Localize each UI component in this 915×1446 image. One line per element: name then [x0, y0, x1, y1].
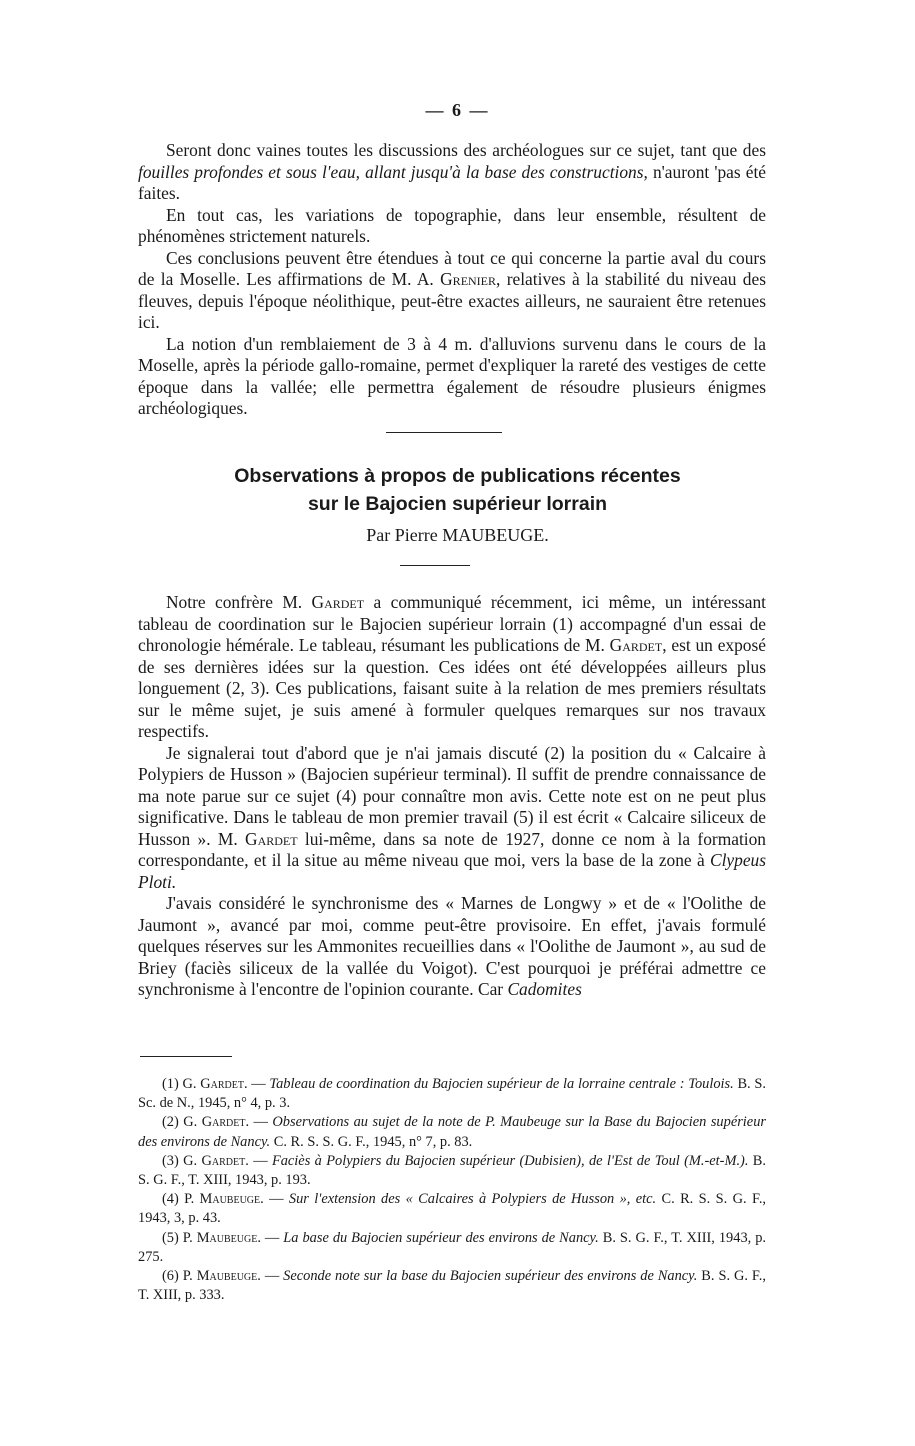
footnote-number: (6) P.	[162, 1268, 197, 1285]
footnote-rule	[140, 1056, 232, 1057]
text-run: Je signalerai tout d'abord que je n'ai jamais discuté (2) la position du « Calcaire à Polypiers de Husson » (Bajocien supérieur terminal). Il suffit de prendre connaissance de ma note parue sur ce sujet (4) pour connaître mon avis. Cette note est on ne peut plus significative. Dans le tableau de mon premier travail (5) il est écrit « Calcaire siliceux de Husson ». M.	[138, 742, 766, 849]
footnote-author: Gardet	[200, 1076, 244, 1092]
footnote-number: (5) P.	[162, 1229, 197, 1246]
footnote-title: Seconde note sur la base du Bajocien supérieur des environs de Nancy.	[283, 1268, 698, 1285]
text-run: Notre confrère M.	[166, 592, 312, 612]
article-body	[138, 592, 766, 1001]
intro-paragraph-1	[138, 140, 766, 205]
footnote-3	[138, 1152, 766, 1190]
page-number: — 6 —	[425, 100, 490, 120]
footnote-reference: C. R. S. S. G. F., 1943, 3, p. 43.	[138, 1191, 767, 1227]
footnote-title: La base du Bajocien supérieur des environs de Nancy.	[283, 1229, 599, 1246]
footnote-number: (1) G.	[162, 1076, 201, 1092]
text-run: , relatives à la stabilité du niveau des fleuves, depuis l'époque néolithique, peut-être exactes ailleurs, ne sauraient être retenues ici.	[138, 269, 766, 332]
footnote-number: (2) G.	[162, 1114, 202, 1131]
footnote-title: Tableau de coordination du Bajocien supérieur de la lorraine centrale : Toulois.	[269, 1076, 734, 1092]
footnote-author: Gardet	[201, 1114, 246, 1131]
text-run: n'auront 'pas été faites.	[138, 161, 766, 203]
footnote-separator: . —	[260, 1191, 289, 1208]
text-run: , est un exposé de ses dernières idées sur la question. Ces idées ont été développées ailleurs plus longuement (2, 3). Ces publications, faisant suite à la relation de mes premiers résultats sur le même sujet, je suis amené à formuler quelques remarques sur nos travaux respectifs.	[138, 635, 766, 741]
section-divider-top	[386, 432, 502, 433]
footnote-title: Faciès à Polypiers du Bajocien supérieur (Dubisien), de l'Est de Toul (M.-et-M.).	[271, 1152, 749, 1169]
italic-run: Clypeus Ploti.	[138, 850, 766, 892]
section-divider-bottom	[400, 565, 470, 566]
footnotes	[138, 1075, 766, 1305]
footnote-reference: B. S. Sc. de N., 1945, n° 4, p. 3.	[138, 1076, 766, 1112]
article-paragraph-1	[138, 592, 766, 743]
footnote-6	[138, 1267, 766, 1305]
footnote-separator: . —	[257, 1229, 284, 1246]
article-paragraph-2	[138, 743, 766, 894]
article-title-line-2: sur le Bajocien supérieur lorrain	[307, 493, 608, 515]
footnote-4	[138, 1190, 766, 1228]
article-author: Par Pierre MAUBEUGE.	[366, 525, 549, 545]
article-paragraph-3	[138, 893, 766, 1001]
text-run: J'avais considéré le synchronisme des « Marnes de Longwy » et de « l'Oolithe de Jaumont », avancé par moi, comme peut-être provisoire. En effet, j'avais formulé quelques réserves sur les Ammonites recueillies dans « l'Oolithe de Jaumont », au sud de Briey (faciès siliceux de la vallée du Voigot). C'est pourquoi je préférai admettre ce synchronisme à l'encontre de l'opinion courante. Car	[138, 893, 766, 999]
footnote-separator: . —	[245, 1114, 273, 1131]
footnote-number: (3) G.	[162, 1152, 202, 1169]
footnote-separator: . —	[245, 1152, 272, 1169]
footnote-reference: B. S. G. F., T. XIII, 1943, p. 275.	[138, 1229, 767, 1265]
footnote-5	[138, 1229, 766, 1267]
intro-section	[138, 140, 766, 420]
footnote-2	[138, 1113, 766, 1151]
footnote-author: Maubeuge	[196, 1229, 258, 1246]
text-run: a communiqué récemment, ici même, un intéressant tableau de coordination sur le Bajocien supérieur lorrain (1) accompagné d'un essai de chronologie hémérale. Le tableau, résumant les publications de M.	[138, 592, 766, 655]
article-title-line-1: Observations à propos de publications récentes	[234, 465, 681, 487]
text-run: Ces conclusions peuvent être étendues à tout ce qui concerne la partie aval du cours de la Moselle. Les affirmations de M. A.	[138, 247, 766, 289]
footnote-title: Sur l'extension des « Calcaires à Polypiers de Husson », etc.	[288, 1191, 657, 1208]
author-name: Gardet	[245, 828, 298, 849]
footnote-separator: . —	[257, 1268, 284, 1285]
footnote-separator: . —	[243, 1076, 270, 1092]
intro-paragraph-3	[138, 248, 766, 334]
italic-run: fouilles profondes et sous l'eau, allant jusqu'à la base des constructions,	[138, 161, 648, 182]
footnote-number: (4) P.	[162, 1191, 200, 1208]
footnote-author: Maubeuge	[199, 1191, 261, 1208]
footnote-reference: C. R. S. S. G. F., 1945, n° 7, p. 83.	[270, 1133, 473, 1150]
author-name: Grenier	[440, 269, 497, 289]
footnote-title: Observations au sujet de la note de P. Maubeuge sur la Base du Bajocien supérieur des environs de Nancy.	[138, 1114, 766, 1150]
text-run: lui-même, dans sa note de 1927, donne ce nom à la formation correspondante, et il la situe au même niveau que moi, vers la base de la zone à	[138, 828, 767, 870]
author-name: Gardet	[609, 635, 663, 655]
intro-paragraph-4: La notion d'un remblaiement de 3 à 4 m. d'alluvions survenu dans le cours de la Moselle, après la période gallo-romaine, permet d'expliquer la rareté des vestiges de cette époque dans la vallée; elle permettra également de résoudre plusieurs énigmes archéologiques.	[138, 333, 766, 418]
author-name: Gardet	[311, 592, 365, 612]
intro-paragraph-2: En tout cas, les variations de topographie, dans leur ensemble, résultent de phénomènes strictement naturels.	[138, 204, 766, 246]
footnote-author: Gardet	[201, 1152, 246, 1169]
text-run: Seront donc vaines toutes les discussions des archéologues sur ce sujet, tant que des	[166, 140, 766, 160]
footnote-author: Maubeuge	[196, 1268, 258, 1285]
italic-run: Cadomites	[507, 979, 582, 999]
footnote-reference: B. S. G. F., T. XIII, p. 333.	[138, 1268, 766, 1304]
footnote-1	[138, 1075, 766, 1113]
footnote-reference: B. S. G. F., T. XIII, 1943, p. 193.	[138, 1152, 767, 1189]
